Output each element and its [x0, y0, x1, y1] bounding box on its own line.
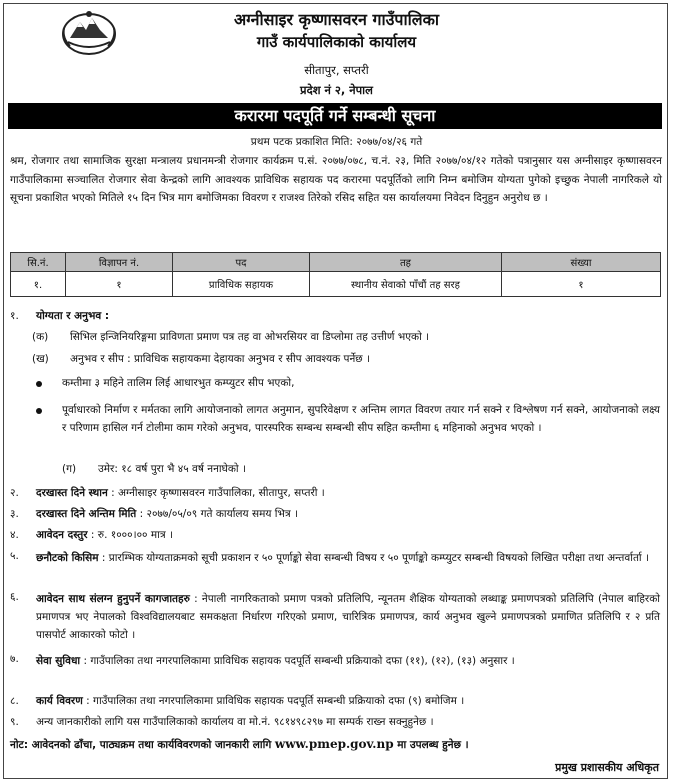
bullet-1-text: कम्तीमा ३ महिने तालिम लिई आधारभुत कम्प्युटर सीप भएको, — [62, 377, 295, 389]
signature-title: प्रमुख प्रशासकीय अधिकृत — [555, 761, 659, 774]
cell-post: प्राविधिक सहायक — [173, 272, 310, 297]
cell-ad-number: १ — [66, 272, 173, 297]
section-1-k-text: सिभिल इन्जिनियरिङ्गमा प्राविणता प्रमाण पत्र तह वा ओभरसियर वा डिप्लोमा तह उत्तीर्ण भएको । — [70, 331, 430, 343]
note-prefix: नोट: आवेदनको ढाँचा, पाठ्यक्रम तथा कार्यविवरणको जानकारी लागि — [10, 739, 272, 751]
section-9-text: अन्य जानकारीको लागि यस गाउँपालिकाको कार्यालय वा मो.नं. ९८१४९८२९७ मा सम्पर्क राख्न सक्नुहुनेछ । — [36, 716, 434, 728]
section-7-title: सेवा सुविधा — [36, 655, 81, 667]
table-row — [11, 272, 661, 297]
section-6-line — [36, 590, 660, 644]
section-6-title: आवेदन साथ संलग्न हुनुपर्ने कागजातहरु — [36, 593, 190, 605]
section-1-g-label: (ग) — [62, 463, 77, 475]
section-1-kh-text: अनुभव र सीप : प्राविधिक सहायकमा देहायका अनुभव र सीप आवश्यक पर्नेछ । — [70, 353, 370, 365]
office-province: प्रदेश नं २, नेपाल — [300, 83, 373, 97]
section-7-line — [36, 652, 660, 670]
section-2-line — [36, 486, 325, 500]
section-4-number: ४. — [10, 529, 19, 541]
section-2-text: : अग्नीसाइर कृष्णासवरन गाउँपालिका, सीतापुर, सप्तरी । — [111, 487, 325, 499]
bullet-icon — [36, 381, 42, 387]
section-5-line — [36, 549, 660, 567]
section-8-number: ८. — [10, 695, 19, 707]
bullet-icon — [36, 408, 42, 414]
section-4-text: : रु. १०००।०० मात्र । — [90, 529, 173, 541]
section-7-text: : गाउँपालिका तथा नगरपालिकामा प्राविधिक सहायक पदपूर्ति सम्बन्धी प्रक्रियाको दफा (११), (१२), (१३) अनुसार । — [83, 655, 515, 667]
section-1-number: १. — [10, 310, 19, 322]
col-count: संख्या — [502, 253, 661, 272]
vacancy-table — [10, 252, 661, 297]
section-5-text: : प्रारम्भिक योग्यताक्रमको सूची प्रकाशन र ५० पूर्णाङ्को सेवा सम्बन्धी विषय र ५० पूर्णाङ्को कम्प्युटर सम्बन्धी विषयको लिखित परीक्षा तथा अन्तर्वार्ता । — [101, 552, 649, 564]
website-link[interactable]: www.pmep.gov.np — [274, 737, 394, 751]
section-3-title: दरखास्त दिने अन्तिम मिति — [36, 508, 137, 520]
notice-title: करारमा पदपूर्ति गर्ने सम्बन्धी सूचना — [8, 103, 662, 129]
section-7-number: ७. — [10, 653, 19, 665]
cell-count: १ — [502, 272, 661, 297]
section-6-text: : नेपाली नागरिकताको प्रमाण पत्रको प्रतिलिपि, न्यूनतम शैक्षिक योग्यताको लब्धाङ्क प्रमाणपत्रको प्रतिलिपि (नेपाल बाहिरको प्रमाणपत्र भए नेपालको विश्वविद्यालयबाट समकक्षता निर्धारण गरिएको प्रमाण, चारित्रिक प्रमाणपत्र, कार्य अनुभव खुल्ने प्रमाणपत्रको प्रमाणित प्रतिलिपि र २ प्रति पासपोर्ट आकारको फोटो । — [36, 593, 660, 641]
footer-note — [10, 737, 469, 752]
section-1-g-text: उमेर: १८ वर्ष पुरा भै ४५ वर्ष ननाघेको । — [98, 463, 246, 475]
published-date: प्रथम पटक प्रकाशित मिति: २०७७/०४/२६ गते — [250, 136, 423, 148]
section-2-title: दरखास्त दिने स्थान — [36, 487, 108, 499]
cell-level: स्थानीय सेवाको पाँचौं तह सरह — [310, 272, 502, 297]
section-1-title — [36, 309, 109, 323]
office-address: सीतापुर, सप्तरी — [304, 63, 369, 77]
intro-paragraph: श्रम, रोजगार तथा सामाजिक सुरक्षा मन्त्रालय प्रधानमन्त्री रोजगार कार्यक्रम प.सं. २०७७/०७८, च.नं. २३, मिति २०७७/०४/१२ गतेको पत्रानुसार यस अग्नीसाइर कृष्णासवरन गाउँपालिकामा सञ्चालित रोजगार सेवा केन्द्रको लागि आवश्यक प्राविधिक सहायक पद करारमा पदपूर्तिको लागि निम्न बमोजिम योग्यता पुगेको इच्छुक नेपाली नागरिकले यो सूचना प्रकाशित भएको मितिले १५ दिन भित्र माग बमोजिमका विवरण र राजश्व तिरेको रसिद सहित यस कार्यालयमा निवेदन दिनुहुन अनुरोध छ । — [10, 155, 662, 204]
office-name: अग्नीसाइर कृष्णासवरन गाउँपालिका — [233, 10, 440, 29]
section-4-title: आवेदन दस्तुर — [36, 529, 88, 541]
section-3-line — [36, 507, 298, 521]
section-4-line — [36, 528, 173, 542]
section-2-number: २. — [10, 487, 19, 499]
note-suffix: मा उपलब्ध हुनेछ । — [397, 739, 469, 751]
section-1-title-text: योग्यता र अनुभव : — [36, 310, 110, 322]
section-5-number: ५. — [10, 550, 19, 562]
cell-serial: १. — [11, 272, 66, 297]
col-level: तह — [310, 253, 502, 272]
col-post: पद — [173, 253, 310, 272]
section-6-number: ६. — [10, 591, 19, 603]
col-ad-number: विज्ञापन नं. — [66, 253, 173, 272]
table-header-row — [11, 253, 661, 272]
section-3-text: : २०७७/०५/०९ गते कार्यालय समय भित्र । — [139, 508, 298, 520]
section-1-k-label: (क) — [32, 331, 49, 343]
section-9-number: ९. — [10, 716, 19, 728]
section-8-text: : गाउँपालिका तथा नगरपालिकामा प्राविधिक सहायक पदपूर्ति सम्बन्धी प्रक्रियाको दफा (९) बमोजिम । — [86, 695, 465, 707]
section-1-kh-label: (ख) — [32, 353, 49, 365]
section-3-number: ३. — [10, 508, 19, 520]
col-serial: सि.नं. — [11, 253, 66, 272]
section-5-title: छनौटको किसिम — [36, 552, 99, 564]
section-8-title: कार्य विवरण — [36, 695, 83, 707]
office-subtitle: गाउँ कार्यपालिकाको कार्यालय — [256, 33, 417, 51]
section-8-line — [36, 694, 464, 708]
bullet-2-text: पूर्वाधारको निर्माण र मर्मतका लागि आयोजनाको लागत अनुमान, सुपरिवेक्षण र अन्तिम लागत विवरण तयार गर्न सक्ने र विश्लेषण गर्न सक्ने, आयोजनाको लक्ष्य र परिणाम हासिल गर्न टोलीमा काम गरेको अनुभव, पारस्परिक सम्बन्ध सम्बन्धी सीप सहित कम्तीमा ६ महिनाको अनुभव भएको । — [62, 404, 660, 434]
